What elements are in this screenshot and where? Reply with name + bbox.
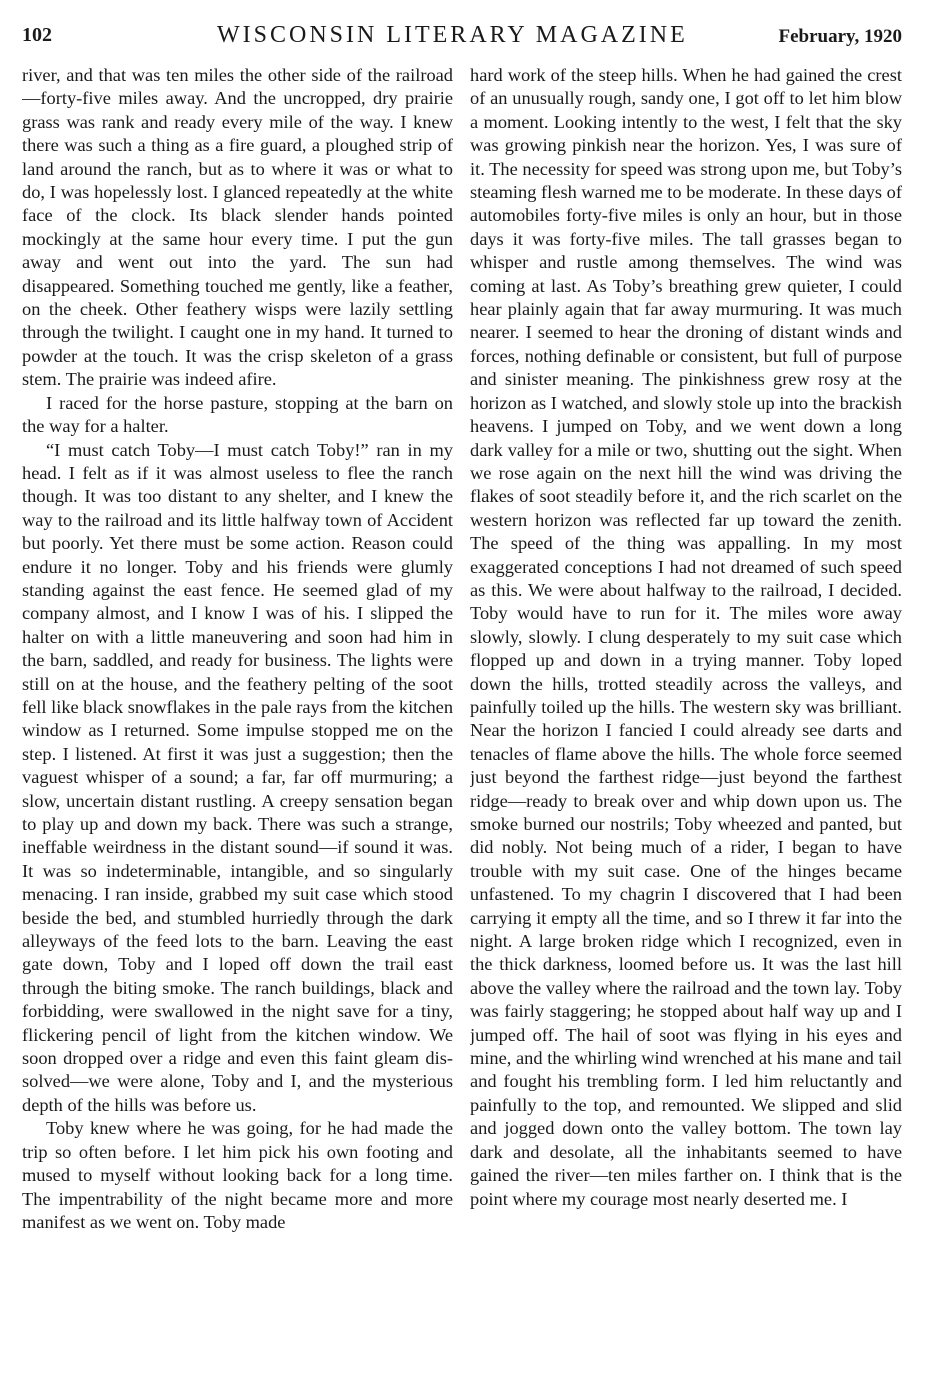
running-header bbox=[22, 22, 902, 52]
paragraph: “I must catch Toby—I must catch Toby!” ran in my head. I felt as if it was almost useless to flee the ranch though. It was too distant to any shelter, and I knew the way to the railroad and its little halfway town of Accident but poorly. Yet there must be some action. Reason could endure it no longer. Toby and his friends were glumly standing against the east fence. He seemed glad of my company almost, and I know I was of his. I slipped the halter on with a little maneuvering and soon had him in the barn, saddled, and ready for business. The lights were still on at the house, and the feathery pelting of the soot fell like black snowflakes in the pale rays from the kitchen window as I returned. Some impulse stopped me on the step. I listened. At first it was just a suggestion; then the vaguest whisper of a sound; a far, far off murmuring; a slow, uncertain distant rustling. A creepy sensation began to play up and down my back. There was such a strange, ineffable weirdness in the distant sound—if sound it was. It was so indeterminable, intangible, and so singularly menacing. I ran inside, grabbed my suit case which stood beside the bed, and stumbled hurriedly through the dark alleyways of the feed lots to the barn. Leaving the east gate down, Toby and I loped off down the trail east through the biting smoke. The ranch buildings, black and forbidding, were swallowed in the night save for a tiny, flickering pencil of light from the kitchen window. We soon dropped over a ridge and even this faint gleam dissolved—we were alone, Toby and I, and the mysterious depth of the hills was before us. bbox=[22, 439, 453, 1115]
paragraph: river, and that was ten miles the other side of the railroad—forty-five miles away. And the uncropped, dry prairie grass was rank and ready every mile of the way. I knew there was such a thing as a fire guard, a ploughed strip of land around the ranch, but as to where it was or what to do, I was hopelessly lost. I glanced repeatedly at the white face of the clock. Its black slender hands pointed mockingly at the same hour every time. I put the gun away and went out into the yard. The sun had disappeared. Something touched me gently, like a feather, on the cheek. Other feathery wisps were lazily settling through the twilight. I caught one in my hand. It turned to powder at the touch. It was the crisp skeleton of a grass stem. The prairie was indeed afire. bbox=[22, 65, 453, 390]
journal-title: WISCONSIN LITERARY MAGAZINE bbox=[217, 22, 688, 48]
left-column bbox=[22, 64, 453, 1374]
issue-date: February, 1920 bbox=[778, 26, 902, 47]
right-column bbox=[470, 64, 902, 1374]
paragraph: hard work of the steep hills. When he had gained the crest of an unusually rough, sandy one, I got off to let him blow a moment. Looking intently to the west, I felt that the sky was growing pinkish near the horizon. Yes, I was sure of it. The necessity for speed was strong upon me, but Toby’s steaming flesh warned me to be moderate. In these days of automobiles forty-five miles is only an hour, but in those days it was forty-five miles. The tall grasses began to whisper and rustle among themselves. The wind was coming at last. As Toby’s breathing grew quieter, I could hear plainly again that far away murmuring. It was much nearer. I seemed to hear the droning of distant winds and forces, nothing definable or consistent, but full of purpose and sinister meaning. The pinkishness grew rosy at the horizon as I watched, and slowly stole up into the brackish heavens. I jumped on Toby, and we went down a long dark valley for a mile or two, shutting out the sight. When we rose again on the next hill the wind was driving the flakes of soot steadily before it, and the rich scarlet on the western horizon was reflected far up toward the zenith. The speed of the thing was appalling. In my most exaggerated conceptions I had not dreamed of such speed as this. We were about halfway to the railroad, I decided. Toby would have to run for it. The miles wore away slowly, slowly. I clung desperately to my suit case which flopped up and down in a trying manner. Toby loped down the hills, trotted steadily across the valleys, and painfully toiled up the hills. The western sky was brilliant. Near the horizon I fancied I could already see darts and tenacles of flame above the hills. The whole force seemed just beyond the farthest ridge—just beyond the farthest ridge—ready to break over and whip down upon us. The smoke burned our nostrils; Toby wheezed and panted, but did nobly. Not being much of a rider, I began to have trouble with my suit case. One of the hinges became unfastened. To my chagrin I discovered that I had been carrying it empty all the time, and so I threw it far into the night. A large broken ridge which I recognized, even in the thick darkness, loomed before us. It was the last hill above the valley where the railroad and the town lay. Toby was fairly staggering; he stopped about half way up and I jumped off. The hail of soot was flying in his eyes and mine, and the whirling wind wrenched at his mane and tail and fought his trembling form. I led him reluctantly and painfully to the top, and remounted. We slipped and slid and jogged down onto the valley bottom. The town lay dark and desolate, all the inhabitants seemed to have gained the river—ten miles farther on. I think that is the point where my courage most nearly deserted me. I bbox=[470, 65, 902, 1209]
paragraph: Toby knew where he was going, for he had made the trip so often before. I let him pick his own footing and mused to myself without looking back for a long time. The impentrability of the night became more and more manifest as we went on. Toby made bbox=[22, 1118, 453, 1232]
page-number: 102 bbox=[22, 24, 52, 46]
paragraph: I raced for the horse pasture, stopping at the barn on the way for a halter. bbox=[22, 392, 453, 437]
